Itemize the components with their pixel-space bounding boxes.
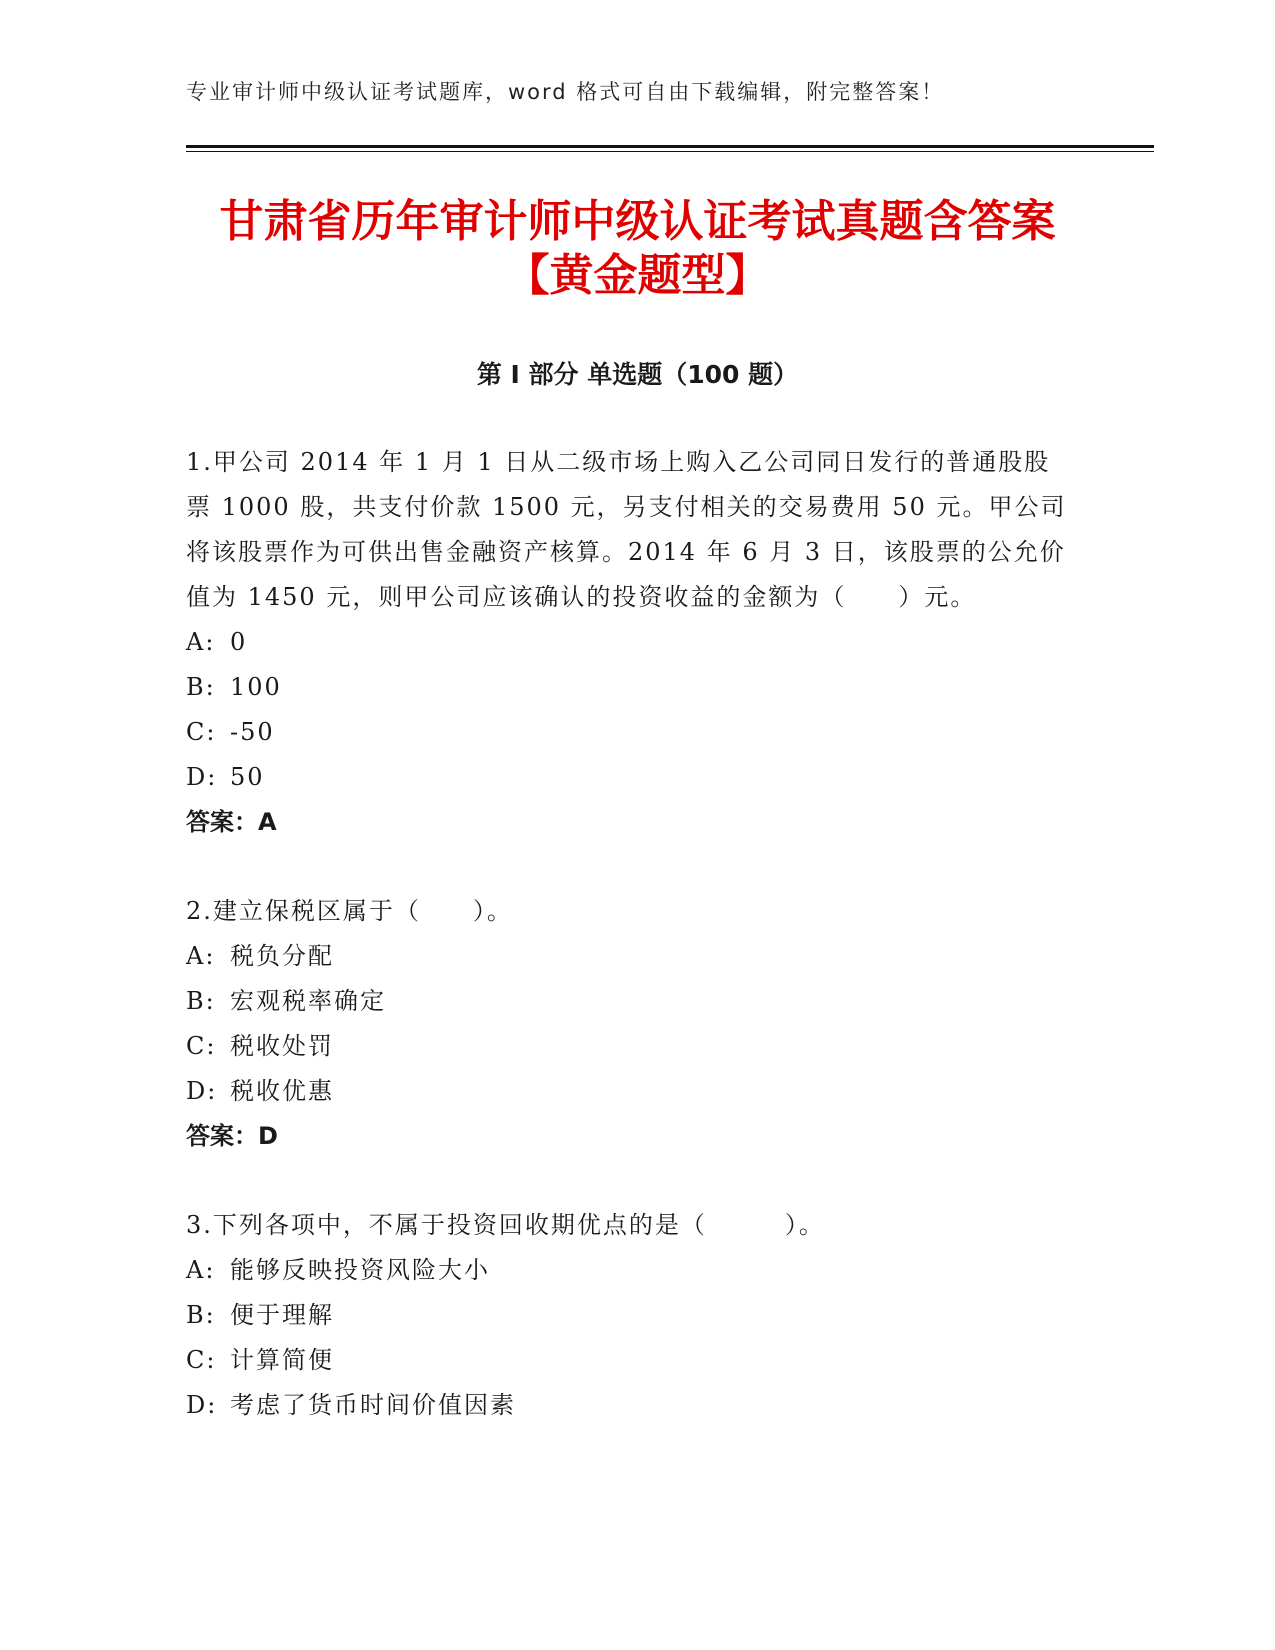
option-text: 0 bbox=[230, 628, 248, 656]
question-3 bbox=[186, 1203, 1076, 1428]
option-b bbox=[186, 979, 1076, 1024]
option-key: D: bbox=[186, 763, 218, 791]
document-title bbox=[150, 195, 1125, 303]
option-a bbox=[186, 934, 1076, 979]
option-text: 税收优惠 bbox=[230, 1077, 334, 1105]
answer: 答案：D bbox=[186, 1122, 278, 1150]
option-key: A: bbox=[186, 1256, 216, 1284]
option-key: A: bbox=[186, 942, 216, 970]
option-c bbox=[186, 1338, 1076, 1383]
option-key: A: bbox=[186, 628, 216, 656]
option-text: 能够反映投资风险大小 bbox=[230, 1256, 490, 1284]
option-c bbox=[186, 1024, 1076, 1069]
option-b bbox=[186, 1293, 1076, 1338]
option-d bbox=[186, 1069, 1076, 1114]
option-key: C: bbox=[186, 1032, 217, 1060]
option-a bbox=[186, 1248, 1076, 1293]
question-stem: 3.下列各项中，不属于投资回收期优点的是（ ）。 bbox=[186, 1211, 825, 1239]
question-list bbox=[186, 440, 1076, 1472]
option-key: D: bbox=[186, 1077, 218, 1105]
option-d bbox=[186, 755, 1076, 800]
question-stem: 2.建立保税区属于（ ）。 bbox=[186, 897, 513, 925]
option-text: 考虑了货币时间价值因素 bbox=[230, 1391, 516, 1419]
header-divider-thin bbox=[186, 151, 1154, 152]
option-key: C: bbox=[186, 718, 217, 746]
option-text: 计算简便 bbox=[230, 1346, 334, 1374]
option-text: -50 bbox=[230, 718, 275, 746]
option-text: 宏观税率确定 bbox=[230, 987, 386, 1015]
option-text: 便于理解 bbox=[230, 1301, 334, 1329]
answer: 答案：A bbox=[186, 808, 277, 836]
option-key: B: bbox=[186, 1301, 216, 1329]
option-c bbox=[186, 710, 1076, 755]
document-title-line1: 甘肃省历年审计师中级认证考试真题含答案 bbox=[219, 196, 1056, 247]
option-text: 税收处罚 bbox=[230, 1032, 334, 1060]
option-key: B: bbox=[186, 673, 216, 701]
question-stem: 1.甲公司 2014 年 1 月 1 日从二级市场上购入乙公司同日发行的普通股股票 1000 股，共支付价款 1500 元，另支付相关的交易费用 50 元。甲公司将该股票作为可供出售金融资产核算。2014 年 6 月 3 日，该股票的公允价值为 1450 元，则甲公司应该确认的投资收益的金额为（ ）元。 bbox=[186, 448, 1067, 611]
question-2 bbox=[186, 889, 1076, 1159]
option-a bbox=[186, 620, 1076, 665]
option-text: 100 bbox=[230, 673, 282, 701]
option-key: C: bbox=[186, 1346, 217, 1374]
document-title-line2: 【黄金题型】 bbox=[505, 250, 770, 301]
option-text: 50 bbox=[230, 763, 265, 791]
option-text: 税负分配 bbox=[230, 942, 334, 970]
option-b bbox=[186, 665, 1076, 710]
option-key: B: bbox=[186, 987, 216, 1015]
question-1 bbox=[186, 440, 1076, 845]
section-heading: 第 I 部分 单选题（100 题） bbox=[476, 360, 799, 389]
header-note: 专业审计师中级认证考试题库，word 格式可自由下载编辑，附完整答案！ bbox=[186, 80, 945, 104]
option-d bbox=[186, 1383, 1076, 1428]
header-divider bbox=[186, 145, 1154, 148]
option-key: D: bbox=[186, 1391, 218, 1419]
